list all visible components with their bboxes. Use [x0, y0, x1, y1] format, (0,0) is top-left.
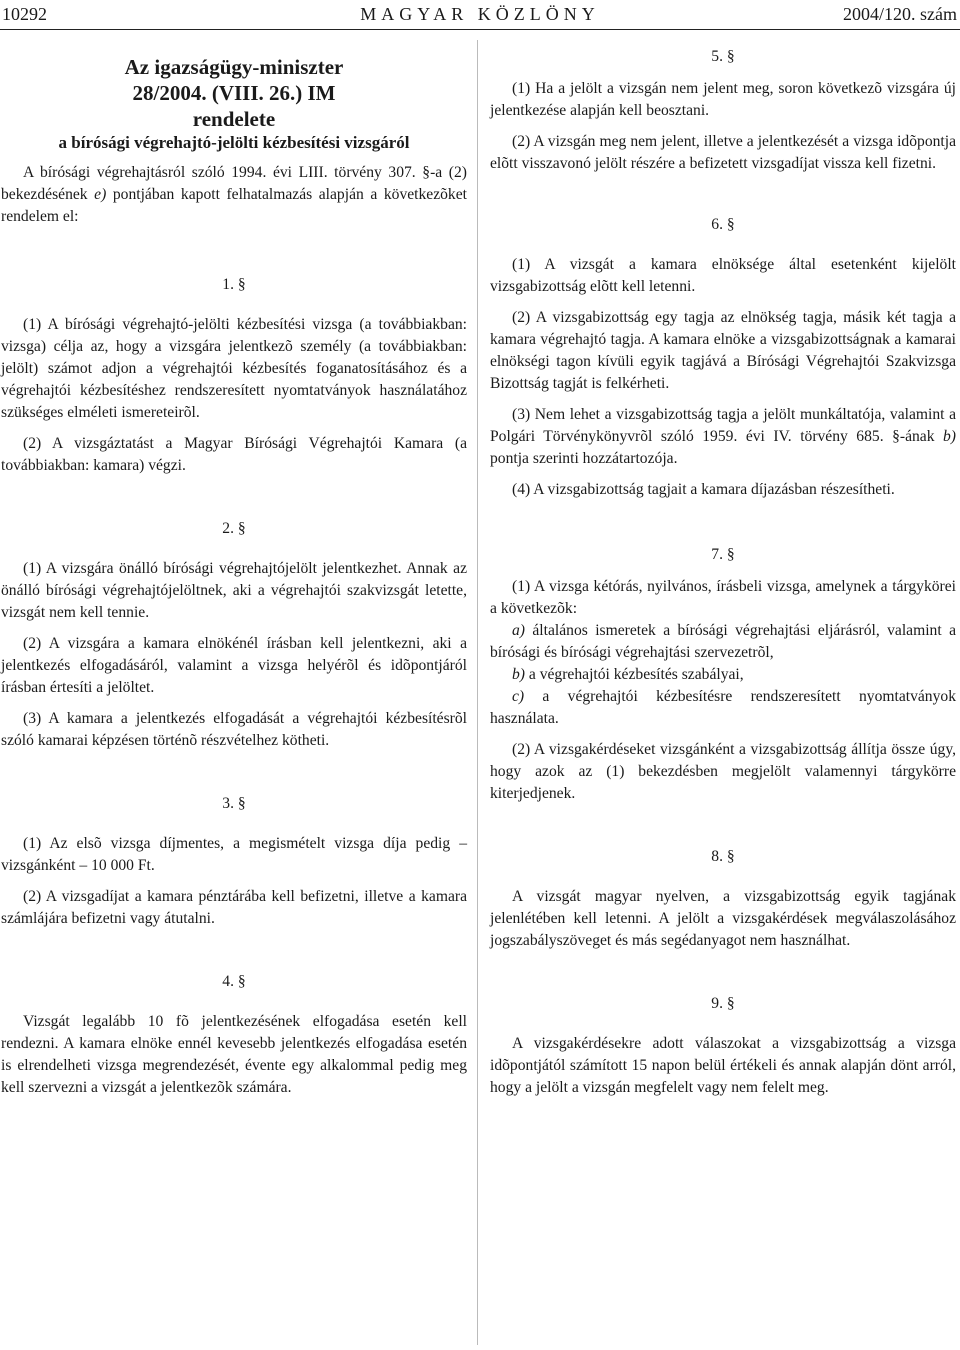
section-heading-8: 8. § [711, 848, 735, 865]
section-3-paragraph-2: (2) A vizsgadíjat a kamara pénztárába kell befizetni, illetve a kamara számlájára befizetni vagy átutalni. [1, 888, 467, 927]
point-ref-b: b) [943, 428, 956, 445]
right-column [490, 40, 956, 1108]
section-heading-5: 5. § [711, 48, 735, 65]
section-heading-9: 9. § [711, 995, 735, 1012]
page-number: 10292 [2, 4, 47, 24]
section-1-paragraph-2: (2) A vizsgáztatást a Magyar Bírósági Végrehajtói Kamara (a továbbiakban: kamara) végzi. [1, 435, 467, 474]
section-2-paragraph-2: (2) A vizsgára a kamara elnökénél írásban kell jelentkezni, aki a jelentkezés elfogadásáról, valamint a vizsga helyérõl és idõpontjáról írásban értesíti a jelöltet. [1, 635, 467, 696]
section-9-paragraph-1: A vizsgakérdésekre adott válaszokat a vizsgabizottság a vizsga idõpontjától számított 15 napon belül értékeli és annak alapján dönt arról, hogy a jelölt a vizsgán megfelelt vagy nem felelt meg. [490, 1035, 956, 1096]
section-5-paragraph-2: (2) A vizsgán meg nem jelent, illetve a jelentkezését a vizsga idõpontja elõtt visszavonó jelölt részére a befizetett vizsgadíjat vissza kell fizetni. [490, 133, 956, 172]
page-header [0, 0, 960, 30]
section-heading-2: 2. § [222, 520, 246, 537]
section-1-paragraph-1: (1) A bírósági végrehajtó-jelölti kézbesítési vizsga (a továbbiakban: vizsga) célja az, hogy a vizsgára jelentkezõ személy (a továbbiakban: jelölt) számot adjon a végrehajtói kézbesítés foganatosításához és a végrehajtói kézbesítéshez rendszeresített nyomtatványok használatához szükséges elméleti ismereteirõl. [1, 316, 467, 421]
journal-name: MAGYAR KÖZLÖNY [360, 4, 600, 24]
section-7-item-c: c) a végrehajtói kézbesítésre rendszeresített nyomtatványok használata. [490, 688, 956, 727]
section-heading-3: 3. § [222, 795, 246, 812]
section-6-paragraph-1: (1) A vizsgát a kamara elnöksége által esetenként kijelölt vizsgabizottság elõtt kell letenni. [490, 256, 956, 295]
section-5-paragraph-1: (1) Ha a jelölt a vizsgán nem jelent meg, soron következõ vizsgára új jelentkezése alapján kell beosztani. [490, 80, 956, 119]
header-rule [0, 29, 960, 30]
issue-number: 2004/120. szám [843, 4, 957, 24]
section-7-item-a: a) általános ismeretek a bírósági végrehajtási eljárásról, valamint a bírósági és bírósági végrehajtási szervezetrõl, [490, 622, 956, 661]
section-3-paragraph-1: (1) Az elsõ vizsga díjmentes, a megismételt vizsga díja pedig – vizsgánként – 10 000 Ft. [1, 835, 467, 874]
section-heading-4: 4. § [222, 973, 246, 990]
section-8-paragraph-1: A vizsgát magyar nyelven, a vizsgabizottság egyik tagjának jelenlétében kell letenni. A jelölt a vizsgakérdések megválaszolásához jogszabályszöveget és más segédanyagot nem használhat. [490, 888, 956, 949]
section-2-paragraph-1: (1) A vizsgára önálló bírósági végrehajtójelölt jelentkezhet. Annak az önálló bírósági végrehajtójelöltnek, aki a végrehajtói szakvizsgát letette, vizsgát nem kell tennie. [1, 560, 467, 621]
section-6-paragraph-3: (3) Nem lehet a vizsgabizottság tagja a jelölt munkáltatója, valamint a Polgári Törvénykönyvrõl szóló 1959. évi IV. törvény 685. §-ának b) pontja szerinti hozzátartozója. [490, 406, 956, 467]
section-6-paragraph-4: (4) A vizsgabizottság tagjait a kamara díjazásban részesítheti. [512, 481, 895, 498]
section-heading-6: 6. § [711, 216, 735, 233]
column-divider [477, 40, 478, 1345]
decree-subtitle: a bírósági végrehajtó-jelölti kézbesítési vizsgáról [58, 133, 410, 152]
decree-title-issuer: Az igazságügy-miniszter [124, 55, 344, 79]
decree-title-type: rendelete [192, 107, 276, 131]
section-6-paragraph-2: (2) A vizsgabizottság egy tagja az elnökség tagja, másik két tagja a kamara végrehajtó tagja. A kamara elnöke a vizsgabizottságnak a kamarai elnökségi tagon kívüli egyik tagjává a Bírósági Végrehajtói Szakvizsga Bizottság tagját is felkérheti. [490, 309, 956, 392]
preamble: A bírósági végrehajtásról szóló 1994. évi LIII. törvény 307. §-a (2) bekezdésének e) pontjában kapott felhatalmazás alapján a következõket rendelem el: [1, 164, 467, 225]
section-heading-7: 7. § [711, 546, 735, 563]
decree-title-number: 28/2004. (VIII. 26.) IM [132, 81, 336, 105]
section-2-paragraph-3: (3) A kamara a jelentkezés elfogadását a végrehajtói kézbesítésrõl szóló kamarai képzésen történõ részvételhez kötheti. [1, 710, 467, 749]
section-7-paragraph-2: (2) A vizsgakérdéseket vizsgánként a vizsgabizottság állítja össze úgy, hogy azok az (1) bekezdésben megjelölt valamennyi tárgykörre kiterjedjenek. [490, 741, 956, 802]
section-4-paragraph-1: Vizsgát legalább 10 fõ jelentkezésének elfogadása esetén kell rendezni. A kamara elnöke ennél kevesebb jelentkezés elfogadása esetén is elrendelheti vizsga megrendezését, évente egy alkalommal pedig meg kell szervezni a vizsgát a jelentkezõk számára. [1, 1013, 467, 1096]
left-column [1, 40, 467, 1108]
section-heading-1: 1. § [222, 276, 246, 293]
preamble-point-ref: e) [94, 186, 107, 203]
section-7-item-b: b) a végrehajtói kézbesítés szabályai, [512, 666, 744, 683]
section-7-paragraph-1: (1) A vizsga kétórás, nyilvános, írásbeli vizsga, amelynek a tárgykörei a következõk: [490, 578, 956, 617]
